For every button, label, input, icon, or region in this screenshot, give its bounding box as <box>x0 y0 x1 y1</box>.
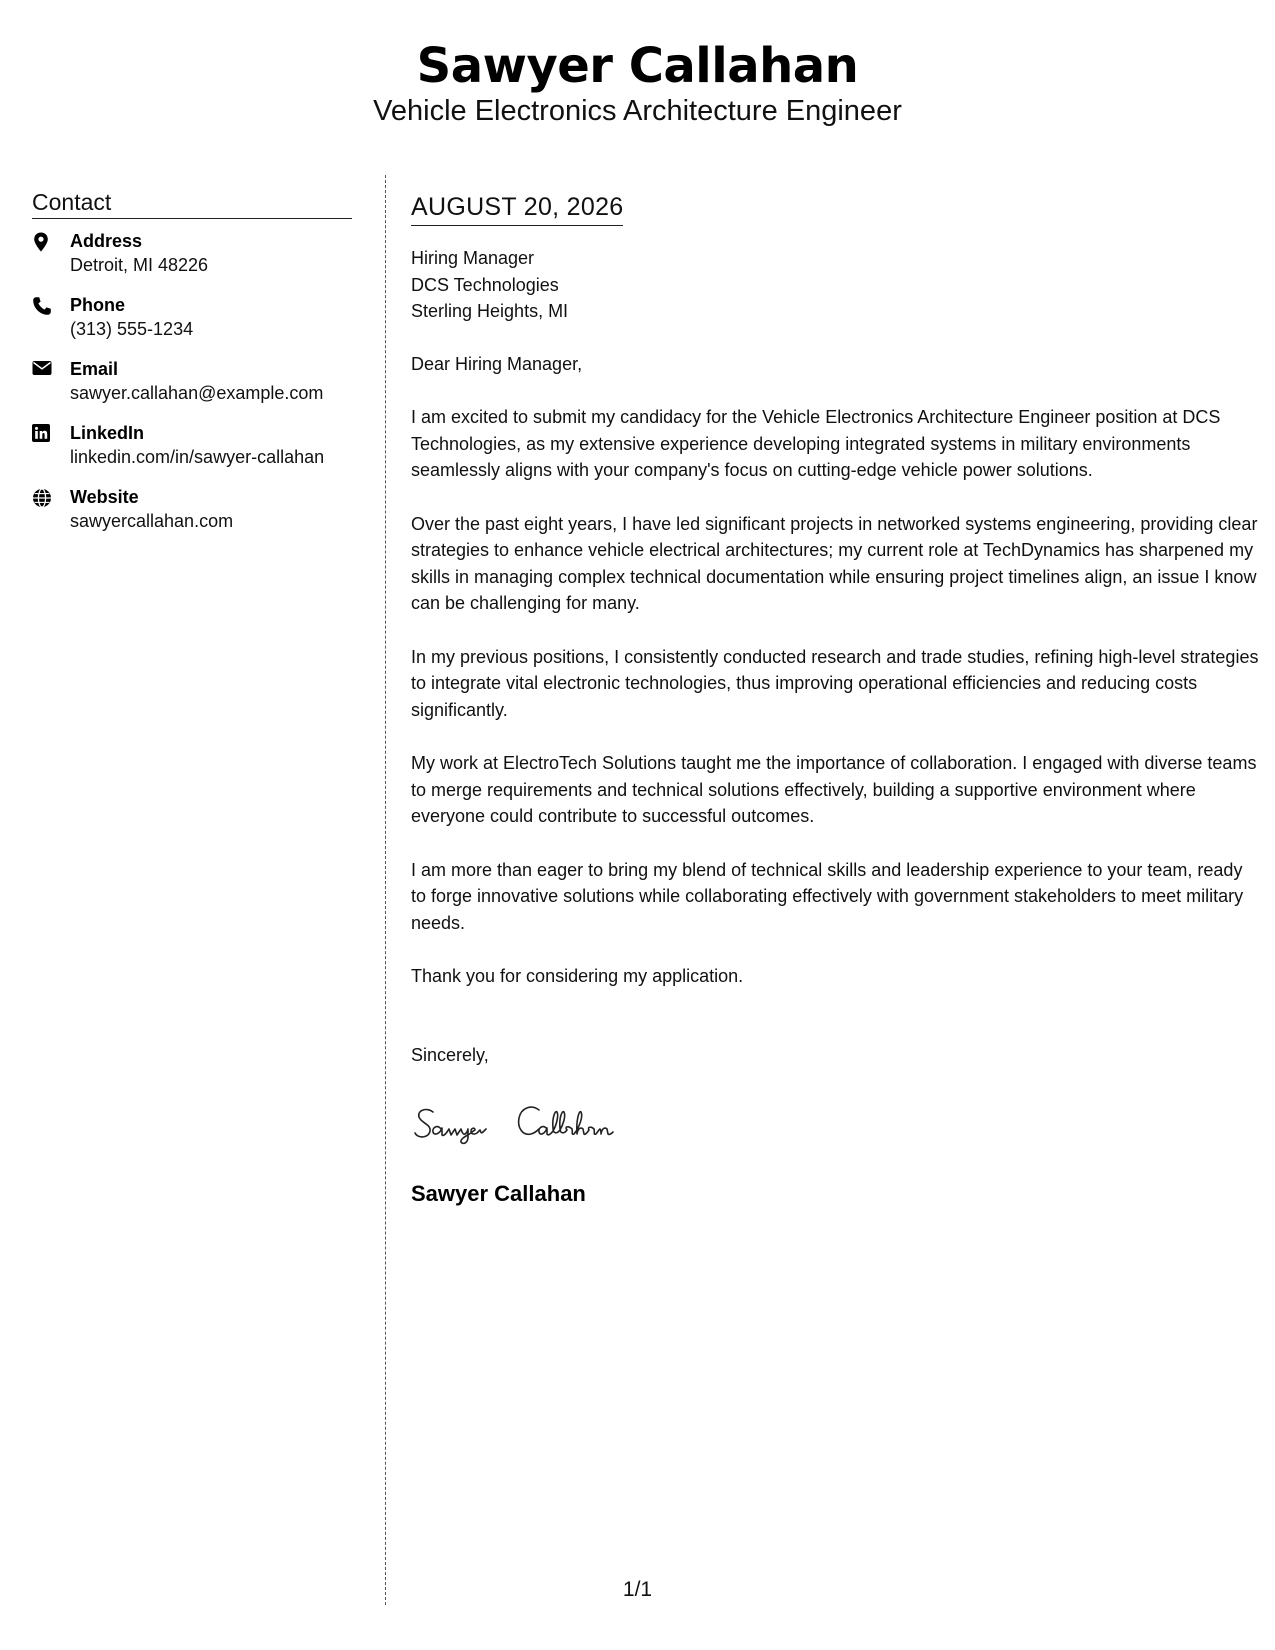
globe-icon <box>32 485 70 508</box>
salutation: Dear Hiring Manager, <box>411 353 583 374</box>
linkedin-value: linkedin.com/in/sawyer-callahan <box>70 447 325 467</box>
recipient-block <box>411 245 1261 325</box>
closing: Sincerely, <box>411 1044 489 1065</box>
contact-heading: Contact <box>32 188 352 219</box>
recipient-line: Hiring Manager <box>411 248 535 268</box>
website-value: sawyercallahan.com <box>70 511 234 531</box>
contact-label: Address <box>70 231 143 251</box>
letter-date: AUGUST 20, 2026 <box>411 192 623 226</box>
recipient-line: DCS Technologies <box>411 274 559 295</box>
contact-label: Email <box>70 359 119 379</box>
address-value: Detroit, MI 48226 <box>70 255 209 275</box>
linkedin-icon <box>32 421 70 442</box>
contact-label: Phone <box>70 295 126 315</box>
contact-item-address <box>32 229 352 293</box>
paragraph: Thank you for considering my application. <box>411 966 744 986</box>
job-title: Vehicle Electronics Architecture Engineer <box>373 95 902 127</box>
handwritten-signature <box>411 1098 1261 1152</box>
cover-letter-body <box>411 192 1261 1208</box>
envelope-icon <box>32 357 70 376</box>
contact-label: LinkedIn <box>70 423 145 443</box>
phone-icon <box>32 293 70 316</box>
column-divider <box>385 175 386 1605</box>
paragraph: In my previous positions, I consistently conducted research and trade studies, refining high-level strategies to integrate vital electronic technologies, thus improving operational efficiencies and reducing costs significantly. <box>411 646 1259 720</box>
page-number: 1/1 <box>622 1578 653 1601</box>
signed-name: Sawyer Callahan <box>411 1181 586 1206</box>
paragraph: My work at ElectroTech Solutions taught me the importance of collaboration. I engaged with diverse teams to merge requirements and technical solutions effectively, building a supportive environment where everyone could contribute to successful outcomes. <box>411 753 1257 826</box>
contact-item-linkedin <box>32 421 352 485</box>
contact-item-phone <box>32 293 352 357</box>
phone-value: (313) 555-1234 <box>70 319 194 339</box>
recipient-line: Sterling Heights, MI <box>411 301 569 321</box>
contact-label: Website <box>70 487 139 507</box>
email-value: sawyer.callahan@example.com <box>70 383 324 403</box>
paragraph: I am more than eager to bring my blend of technical skills and leadership experience to your team, ready to forge innovative solutions while collaborating effectively with government stakeholders to meet military needs. <box>411 859 1244 933</box>
contact-list <box>32 229 352 549</box>
contact-item-website <box>32 485 352 549</box>
paragraph: I am excited to submit my candidacy for the Vehicle Electronics Architecture Engineer position at DCS Technologies, as my extensive experience developing integrated systems in military environments seamlessly aligns with your company's focus on cutting-edge vehicle power solutions. <box>411 407 1221 480</box>
location-pin-icon <box>32 229 70 252</box>
paragraph: Over the past eight years, I have led significant projects in networked systems engineering, providing clear strategies to enhance vehicle electrical architectures; my current role at TechDynamics has sharpened my skills in managing complex technical documentation while ensuring project timelines align, an issue I know can be challenging for many. <box>411 513 1258 613</box>
contact-sidebar <box>32 188 352 549</box>
resume-header <box>0 38 1275 128</box>
contact-item-email <box>32 357 352 421</box>
applicant-name: Sawyer Callahan <box>416 38 859 94</box>
